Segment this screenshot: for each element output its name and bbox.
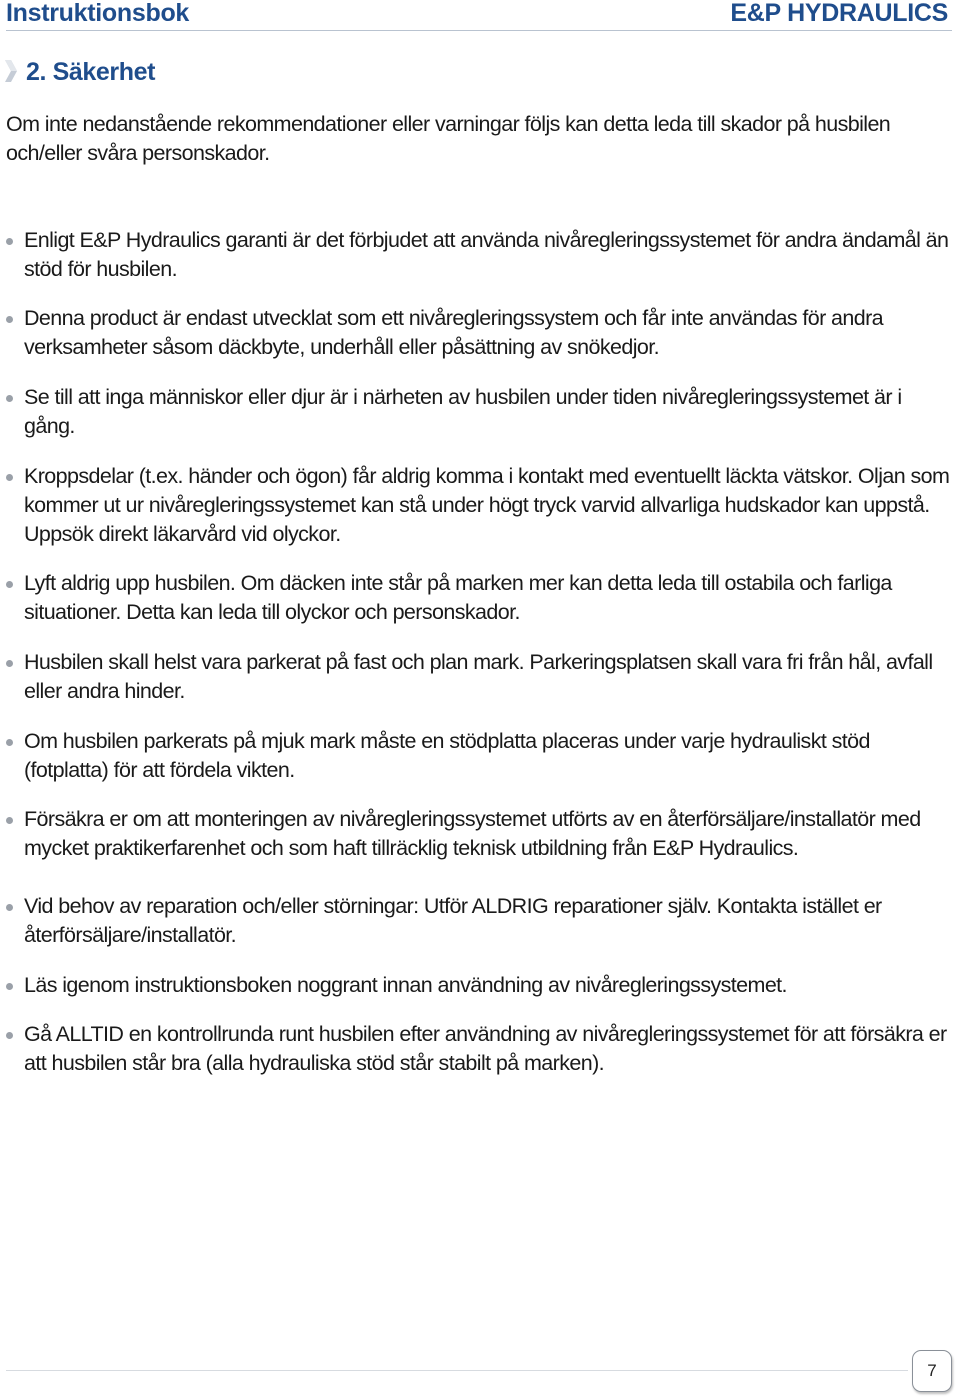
brand-name: E&P HYDRAULICS (730, 0, 948, 27)
bullet-dot-icon (6, 316, 13, 323)
bullet-dot-icon (6, 1032, 13, 1039)
bullet-dot-icon (6, 983, 13, 990)
bullet-dot-icon (6, 238, 13, 245)
list-item-text: Lyft aldrig upp husbilen. Om däcken inte står på marken mer kan detta leda till ostabila och farliga situationer. Detta kan leda till olyckor och personskador. (24, 571, 892, 624)
intro-paragraph: Om inte nedanstående rekommendationer eller varningar följs kan detta leda till skador på husbilen och/eller svåra personskador. (6, 112, 891, 165)
bullet-dot-icon (6, 904, 13, 911)
bullet-dot-icon (6, 739, 13, 746)
list-item-text: Om husbilen parkerats på mjuk mark måste en stödplatta placeras under varje hydrauliskt stöd (fotplatta) för att fördela vikten. (24, 729, 870, 782)
list-item-text: Läs igenom instruktionsboken noggrant innan användning av nivåregleringssystemet. (24, 973, 787, 997)
list-item-text: Denna product är endast utvecklat som ett nivåregleringssystem och får inte användas för andra verksamheter såsom däckbyte, underhåll eller påsättning av snökedjor. (24, 306, 884, 359)
footer-divider (6, 1370, 908, 1371)
bullet-dot-icon (6, 817, 13, 824)
list-item-text: Se till att inga människor eller djur är i närheten av husbilen under tiden nivåregleringssystemet är i gång. (24, 385, 902, 438)
list-item-text: Gå ALLTID en kontrollrunda runt husbilen efter användning av nivåregleringssystemet för att försäkra er att husbilen står bra (alla hydrauliska stöd står stabilt på marken). (24, 1022, 947, 1075)
list-item-text: Vid behov av reparation och/eller störningar: Utför ALDRIG reparationer själv. Kontakta istället er återförsäljare/installatör. (24, 894, 882, 947)
page-header (6, 0, 952, 31)
list-item-text: Kroppsdelar (t.ex. händer och ögon) får aldrig komma i kontakt med eventuellt läckta vätskor. Oljan som kommer ut ur nivåregleringssystemet kan stå under högt tryck varvid allvarliga hudskador kan uppstå. Uppsök direkt läkarvård vid olyckor. (24, 464, 950, 546)
chevron-right-icon (4, 59, 18, 83)
bullet-dot-icon (6, 581, 13, 588)
section-title: 2. Säkerhet (26, 58, 156, 86)
bullet-dot-icon (6, 660, 13, 667)
list-item-text: Husbilen skall helst vara parkerat på fast och plan mark. Parkeringsplatsen skall vara fri från hål, avfall eller andra hinder. (24, 650, 933, 703)
page-number: 7 (912, 1350, 952, 1392)
bullet-dot-icon (6, 395, 13, 402)
document-title: Instruktionsbok (6, 0, 190, 27)
bullet-dot-icon (6, 474, 13, 481)
list-item-text: Försäkra er om att monteringen av nivåregleringssystemet utförts av en återförsäljare/installatör med mycket praktikerfarenhet och som haft tillräcklig teknisk utbildning från E&P Hydraulics. (24, 807, 921, 860)
list-item-text: Enligt E&P Hydraulics garanti är det förbjudet att använda nivåregleringssystemet för andra ändamål än stöd för husbilen. (24, 228, 949, 281)
